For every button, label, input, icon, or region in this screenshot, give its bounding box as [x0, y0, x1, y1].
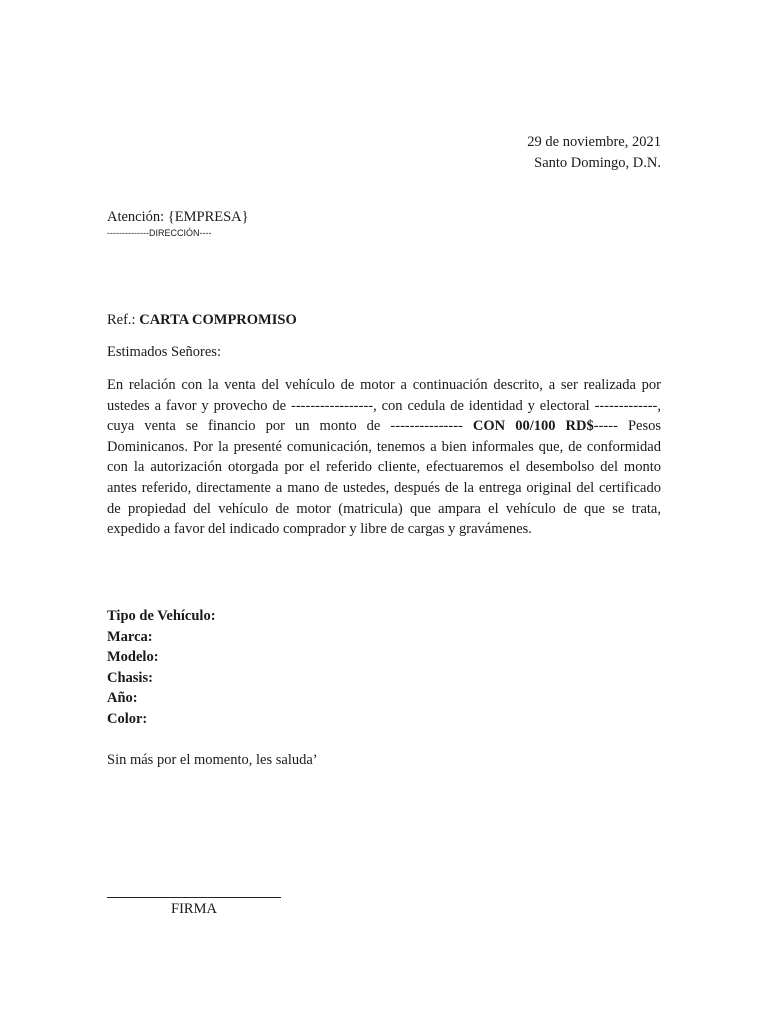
letter-place: Santo Domingo, D.N.: [534, 155, 661, 171]
reference-prefix: Ref.:: [107, 312, 136, 328]
signature-line: [107, 897, 281, 898]
attention-line: Atención: {EMPRESA}: [107, 209, 249, 225]
body-paragraph: [107, 375, 661, 540]
vehicle-field-brand: Marca:: [107, 628, 153, 645]
reference-title: CARTA COMPROMISO: [139, 312, 297, 328]
vehicle-field-type: Tipo de Vehículo:: [107, 608, 216, 624]
body-text-part1: En relación con la venta del vehículo de motor a continuación descrito, a ser realizada por ustedes a favor y provecho de -----------------, con cedula de identidad y electoral -------------, cuya venta se financio por un monto de ---------------: [107, 377, 661, 435]
address-placeholder: --------------DIRECCIÓN----: [107, 228, 212, 238]
body-text-part2: ----- Pesos Dominicanos. Por la presenté comunicación, tenemos a bien informales que, de conformidad con la autorización otorgada por el referido cliente, efectuaremos el desembolso del monto antes referido, directamente a mano de ustedes, después de la entrega original del certificado de propiedad del vehículo de motor (matricula) que ampara el vehículo de que se trata, expedido a favor del indicado comprador y libre de cargas y gravámenes.: [107, 418, 661, 538]
vehicle-field-year: Año:: [107, 690, 138, 706]
letter-date: 29 de noviembre, 2021: [527, 134, 661, 150]
vehicle-field-chassis: Chasis:: [107, 669, 153, 686]
reference-line: [107, 310, 297, 330]
signature-label: FIRMA: [171, 901, 217, 917]
body-amount-bold: CON 00/100 RD$: [472, 418, 594, 435]
date-block: [527, 132, 661, 174]
greeting: Estimados Señores:: [107, 344, 221, 360]
vehicle-field-model: Modelo:: [107, 649, 159, 665]
vehicle-field-color: Color:: [107, 710, 148, 727]
vehicle-details: [107, 606, 216, 729]
closing-line: Sin más por el momento, les saluda’: [107, 752, 318, 768]
